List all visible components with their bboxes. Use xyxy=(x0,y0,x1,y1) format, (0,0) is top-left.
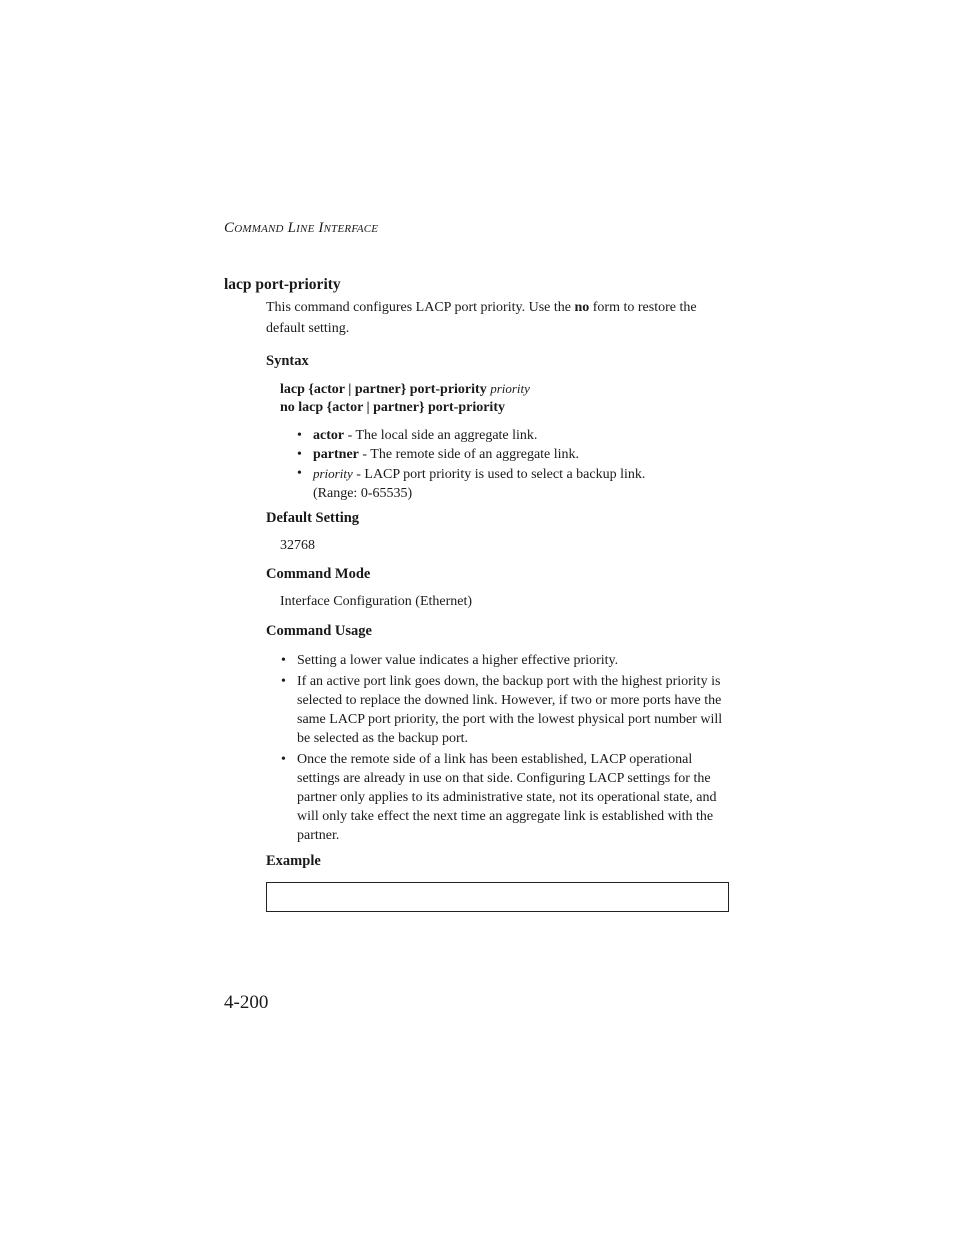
param-desc: - LACP port priority is used to select a backup link. xyxy=(352,467,646,482)
usage-list xyxy=(281,651,733,847)
syntax-line-1 xyxy=(280,381,530,398)
param-desc: - The remote side of an aggregate link. xyxy=(358,447,580,462)
syntax-heading: Syntax xyxy=(266,353,309,369)
syntax-line-2: no lacp {actor | partner} port-priority xyxy=(280,400,505,415)
default-setting-value: 32768 xyxy=(280,538,315,553)
list-item xyxy=(281,750,733,845)
intro-text-end: form to restore the default setting. xyxy=(266,300,697,336)
page-number: 4-200 xyxy=(224,992,269,1013)
command-mode-heading: Command Mode xyxy=(266,566,371,582)
param-range: (Range: 0-65535) xyxy=(313,486,413,501)
command-mode-value: Interface Configuration (Ethernet) xyxy=(280,594,473,609)
command-title: lacp port-priority xyxy=(224,276,341,293)
usage-text: Once the remote side of a link has been established, LACP operational settings are already in use on that side. Configuring LACP settings for the partner only applies to its administrative state, not its operational state, and will only take effect the next time an aggregate link is established with the partner. xyxy=(297,752,717,843)
parameter-list xyxy=(297,426,733,503)
param-name: partner xyxy=(313,447,359,462)
list-item xyxy=(297,445,733,464)
param-name: actor xyxy=(313,428,345,443)
param-name: priority xyxy=(313,466,353,481)
list-item xyxy=(281,651,733,670)
syntax-line-1-param: priority xyxy=(490,381,530,396)
bullet-icon: • xyxy=(281,752,286,767)
intro-no-keyword: no xyxy=(574,300,590,315)
usage-text: If an active port link goes down, the backup port with the highest priority is selected to replace the downed link. However, if two or more ports have the same LACP port priority, the port with the lowest physical port number will be selected as the backup port. xyxy=(297,674,723,746)
list-item xyxy=(297,464,733,503)
running-head: Command Line Interface xyxy=(224,220,379,236)
example-code-box xyxy=(266,882,729,912)
example-heading: Example xyxy=(266,853,321,869)
list-item xyxy=(281,672,733,748)
bullet-icon: • xyxy=(297,466,302,481)
default-setting-heading: Default Setting xyxy=(266,510,360,526)
bullet-icon: • xyxy=(281,653,286,668)
syntax-line-1-command: lacp {actor | partner} port-priority xyxy=(280,382,487,397)
intro-text: This command configures LACP port priority. Use the xyxy=(266,300,575,315)
bullet-icon: • xyxy=(297,428,302,443)
list-item xyxy=(297,426,733,445)
bullet-icon: • xyxy=(297,447,302,462)
command-intro xyxy=(266,297,736,339)
command-usage-heading: Command Usage xyxy=(266,623,372,639)
usage-text: Setting a lower value indicates a higher effective priority. xyxy=(297,653,619,668)
bullet-icon: • xyxy=(281,674,286,689)
param-desc: - The local side an aggregate link. xyxy=(344,428,538,443)
